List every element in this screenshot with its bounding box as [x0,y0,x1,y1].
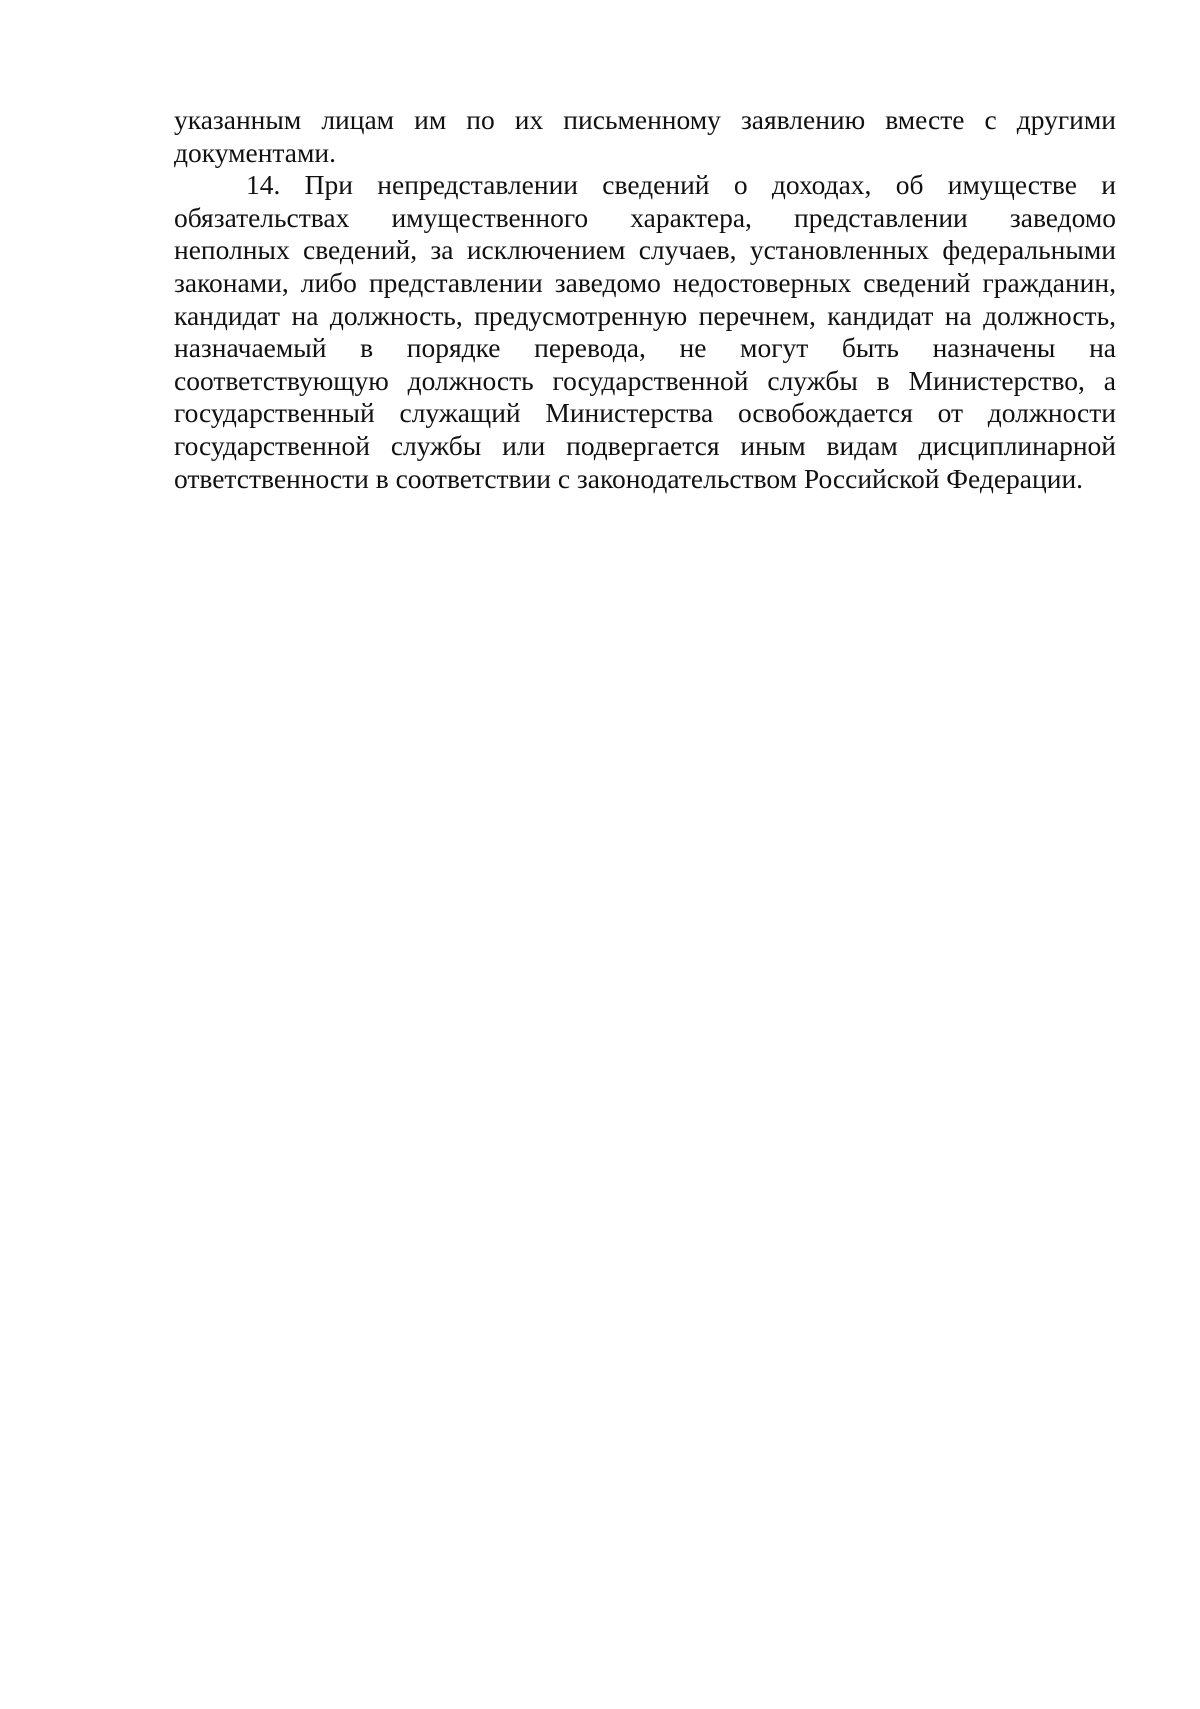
text-line: обязательствах имущественного характера, представлении заведомо [174,201,1116,233]
text-line: назначаемый в порядке перевода, не могут быть назначены на [174,332,1116,364]
text-line: неполных сведений, за исключением случаев, установленных федеральными [174,234,1116,266]
text-line: кандидат на должность, предусмотренную перечнем, кандидат на должность, [174,299,1116,331]
text-line: документами. [174,136,336,168]
text-line: ответственности в соответствии с законодательством Российской Федерации. [174,462,1084,494]
text-line: соответствующую должность государственной службы в Министерство, а [174,364,1116,396]
document-body-text [174,104,1116,495]
text-line: законами, либо представлении заведомо недостоверных сведений гражданин, [174,266,1116,298]
text-line: 14. При непредставлении сведений о доходах, об имуществе и [246,169,1116,201]
text-line: государственный служащий Министерства освобождается от должности [174,397,1116,429]
text-line: указанным лицам им по их письменному заявлению вместе с другими [174,104,1116,135]
text-line: государственной службы или подвергается иным видам дисциплинарной [174,429,1116,461]
